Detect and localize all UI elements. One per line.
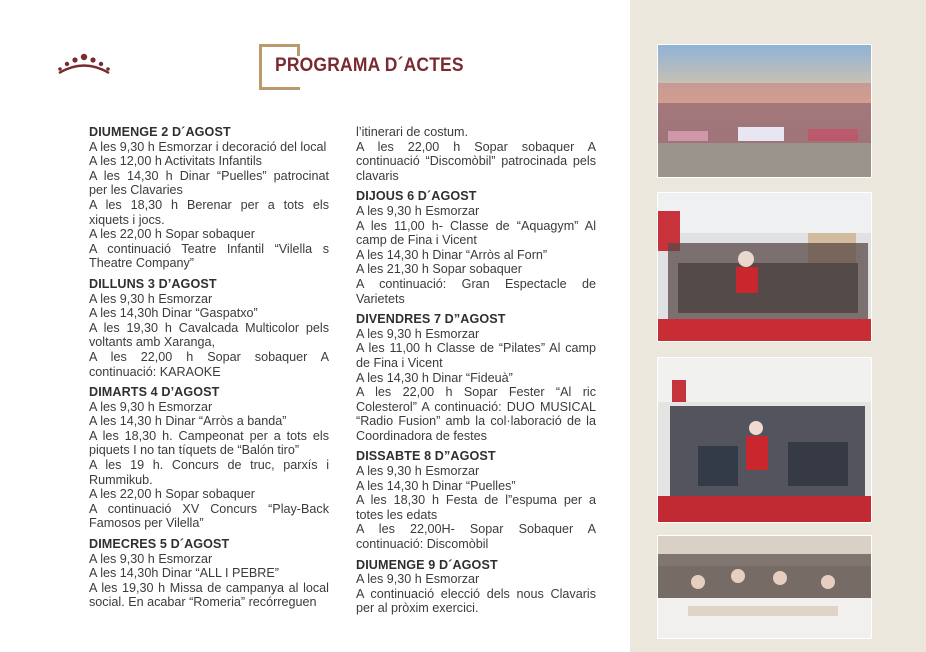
event-line: A continuació: Gran Espectacle de Varietets — [356, 276, 596, 306]
day-block — [356, 449, 596, 551]
event-line: A les 19,30 h Missa de campanya al local social. En acabar “Romeria” recórreguen — [89, 580, 329, 610]
event-line: A les 12,00 h Activitats Infantils — [89, 154, 262, 169]
event-line: A les 22,00 h Sopar sobaquer A continuació: KARAOKE — [89, 349, 329, 379]
event-line: A les 11,00 h- Classe de “Aquagym” Al camp de Fina i Vicent — [356, 218, 596, 248]
event-line: A les 18,30 h Berenar per a tots els xiquets i jocs. — [89, 197, 329, 227]
event-line: A les 19,30 h Cavalcada Multicolor pels voltants amb Xaranga, — [89, 320, 329, 350]
day-block — [89, 385, 329, 531]
day-block — [89, 277, 329, 379]
crown-ornament-icon — [56, 52, 112, 76]
event-line: A les 9,30 h Esmorzar — [356, 572, 480, 587]
day-block — [89, 125, 329, 271]
event-line: A les 14,30 h Dinar “Puelles” patrocinat per les Clavaries — [89, 168, 329, 198]
dinner-photo — [657, 535, 872, 639]
day-title: DIUMENGE 9 D´AGOST — [356, 557, 498, 572]
event-line: A les 22,00 h Sopar sobaquer — [89, 487, 255, 502]
event-line: A continuació XV Concurs “Play-Back Famosos per Vilella” — [89, 501, 329, 531]
event-line: A les 22,00 h Sopar sobaquer A continuació “Discomòbil” patrocinada pels clavaris — [356, 139, 596, 183]
event-line: A continuació Teatre Infantil “Vilella s Theatre Company” — [89, 241, 329, 271]
group-photo-outdoor — [657, 44, 872, 178]
day-block — [356, 125, 596, 183]
event-line: A les 14,30 h Dinar “Puelles” — [356, 478, 516, 493]
day-title: DIMARTS 4 D’AGOST — [89, 385, 220, 400]
event-line: A les 11,00 h Classe de “Pilates” Al camp de Fina i Vicent — [356, 341, 596, 370]
event-line: A les 22,00 h Sopar sobaquer — [89, 227, 255, 242]
event-line: A les 22,00H- Sopar Sobaquer A continuació: Discomòbil — [356, 522, 596, 552]
event-line: l’itinerari de costum. — [356, 125, 468, 139]
day-block — [356, 312, 596, 443]
event-line: A les 14,30 h Dinar “Arròs al Forn” — [356, 247, 548, 262]
event-line: A les 9,30 h Esmorzar — [356, 464, 480, 479]
event-line: A les 18,30 h. Campeonat per a tots els piquets I no tan tíquets de “Balón tiro” — [89, 428, 329, 458]
program-column-right — [356, 125, 596, 622]
day-block — [89, 537, 329, 610]
day-block — [356, 558, 596, 616]
event-line: A les 14,30h Dinar “Gaspatxo” — [89, 306, 258, 321]
event-line: A les 18,30 h Festa de l”espuma per a totes les edats — [356, 493, 596, 522]
event-line: A les 19 h. Concurs de truc, parxís i Rummikub. — [89, 458, 329, 487]
event-line: A les 9,30 h Esmorzar i decoració del local — [89, 139, 327, 154]
event-line: A les 14,30 h Dinar “Fideuà” — [356, 370, 513, 385]
event-line: A les 9,30 h Esmorzar — [89, 291, 213, 306]
event-line: A les 14,30h Dinar “ALL I PEBRE” — [89, 566, 279, 581]
event-line: A les 22,00 h Sopar Fester “Al ric Colesterol” A continuació: DUO MUSICAL “Radio Fusion” amb la col·laboració de la Coordinadora de festes — [356, 385, 596, 443]
event-line: A les 21,30 h Sopar sobaquer — [356, 262, 522, 277]
day-title: DIUMENGE 2 D´AGOST — [89, 125, 231, 139]
day-title: DIJOUS 6 D´AGOST — [356, 189, 477, 204]
group-photo-indoor-santa — [657, 192, 872, 342]
day-title: DILLUNS 3 D’AGOST — [89, 276, 217, 291]
event-line: A les 9,30 h Esmorzar — [356, 203, 480, 218]
event-line: A continuació elecció dels nous Clavaris per al pròxim exercici. — [356, 586, 596, 616]
page-title-frame — [259, 44, 464, 88]
event-line: A les 9,30 h Esmorzar — [89, 551, 213, 566]
day-title: DIMECRES 5 D´AGOST — [89, 537, 230, 552]
day-title: DISSABTE 8 D”AGOST — [356, 449, 496, 464]
page-title: PROGRAMA D´ACTES — [275, 55, 464, 76]
group-photo-men-santa — [657, 357, 872, 523]
day-block — [356, 189, 596, 306]
event-line: A les 9,30 h Esmorzar — [89, 399, 213, 414]
program-column-left — [89, 125, 329, 616]
event-line: A les 9,30 h Esmorzar — [356, 326, 480, 341]
day-title: DIVENDRES 7 D”AGOST — [356, 312, 506, 327]
event-line: A les 14,30 h Dinar “Arròs a banda” — [89, 414, 287, 429]
